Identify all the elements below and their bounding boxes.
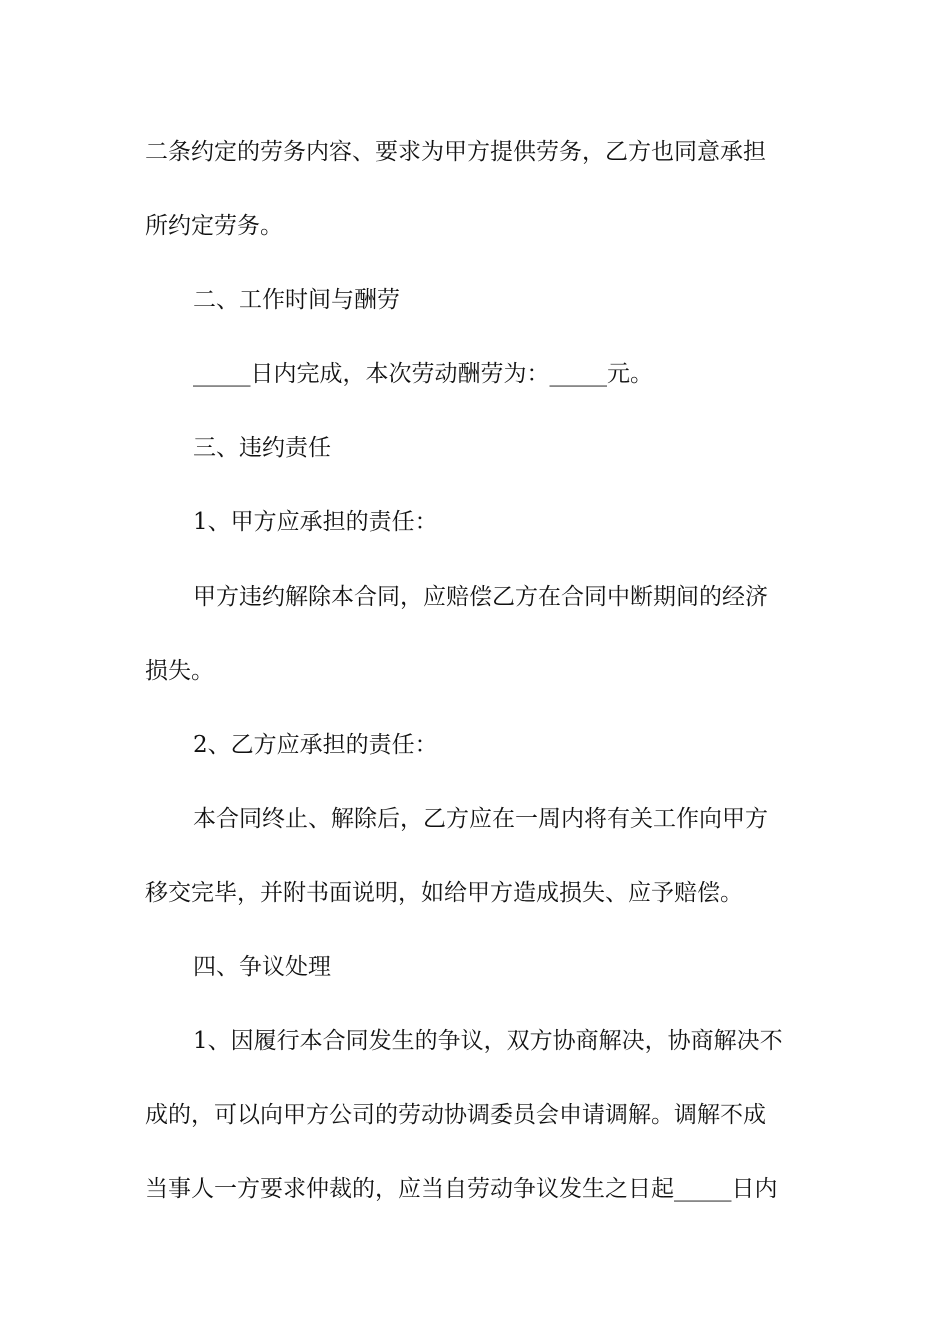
text-line-11: 移交完毕，并附书面说明，如给甲方造成损失、应予赔偿。	[145, 880, 743, 906]
text-line-10: 本合同终止、解除后，乙方应在一周内将有关工作向甲方	[193, 806, 768, 832]
text-line-14: 成的，可以向甲方公司的劳动协调委员会申请调解。调解不成	[145, 1102, 766, 1128]
text-line-1: 二条约定的劳务内容、要求为甲方提供劳务，乙方也同意承担	[145, 139, 766, 165]
section-heading-4: 四、争议处理	[193, 954, 331, 980]
clause-heading-3-1: 1、甲方应承担的责任：	[193, 509, 438, 535]
section-heading-3: 三、违约责任	[193, 435, 331, 461]
section-heading-2: 二、工作时间与酬劳	[193, 287, 400, 313]
clause-heading-3-2: 2、乙方应承担的责任：	[193, 732, 438, 758]
text-line-8: 损失。	[145, 658, 214, 684]
text-line-13: 1、因履行本合同发生的争议，双方协商解决，协商解决不	[193, 1028, 783, 1054]
text-line-2: 所约定劳务。	[145, 213, 283, 239]
text-line-15: 当事人一方要求仲裁的，应当自劳动争议发生之日起_____日内	[145, 1176, 778, 1202]
text-line-4: _____日内完成，本次劳动酬劳为：_____元。	[193, 361, 653, 387]
text-line-7: 甲方违约解除本合同，应赔偿乙方在合同中断期间的经济	[193, 584, 768, 610]
